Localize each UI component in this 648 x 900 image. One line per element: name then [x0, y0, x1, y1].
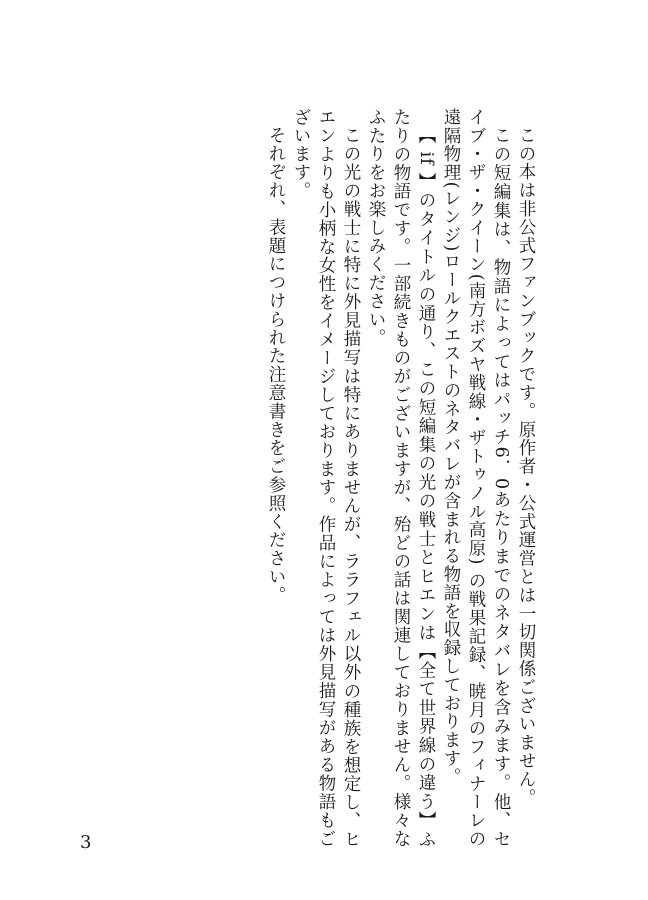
paragraph-spoiler-notice: この短編集は、物語によってはパッチ6．0あたりまでのネタバレを含みます。他、セイブ・ザ・クイーン(南方ボズヤ戦線・ザトゥノル高原) の戦果記録、暁月のフィナーレの遠隔物理(レンジ)ロールクエストのネタバレが含まれる物語を収録しております。	[441, 108, 511, 848]
paragraph-disclaimer: この本は非公式ファンブックです。原作者・公式運営とは一切関係ございません。	[516, 125, 536, 807]
paragraph-caution-notice: それぞれ、表題につけられた注意書きをご参照ください。	[266, 125, 286, 604]
paragraph-appearance-notice: この光の戦士に特に外見描写は特にありませんが、ララフェル以外の種族を想定し、ヒエンよりも小柄な女性をイメージしております。作品によっては外見描写がある物語もございます。	[291, 108, 361, 848]
paragraph-if-notice: 【 if 】のタイトルの通り、この短編集の光の戦士とヒエンは【全て世界線の違う】ふたりの物語です。一部続きものがございますが、殆どの話は関連しておりません。様々なふたりをお楽しみください。	[366, 108, 436, 848]
page-number: 3	[80, 832, 92, 853]
vertical-text-block	[263, 108, 538, 848]
